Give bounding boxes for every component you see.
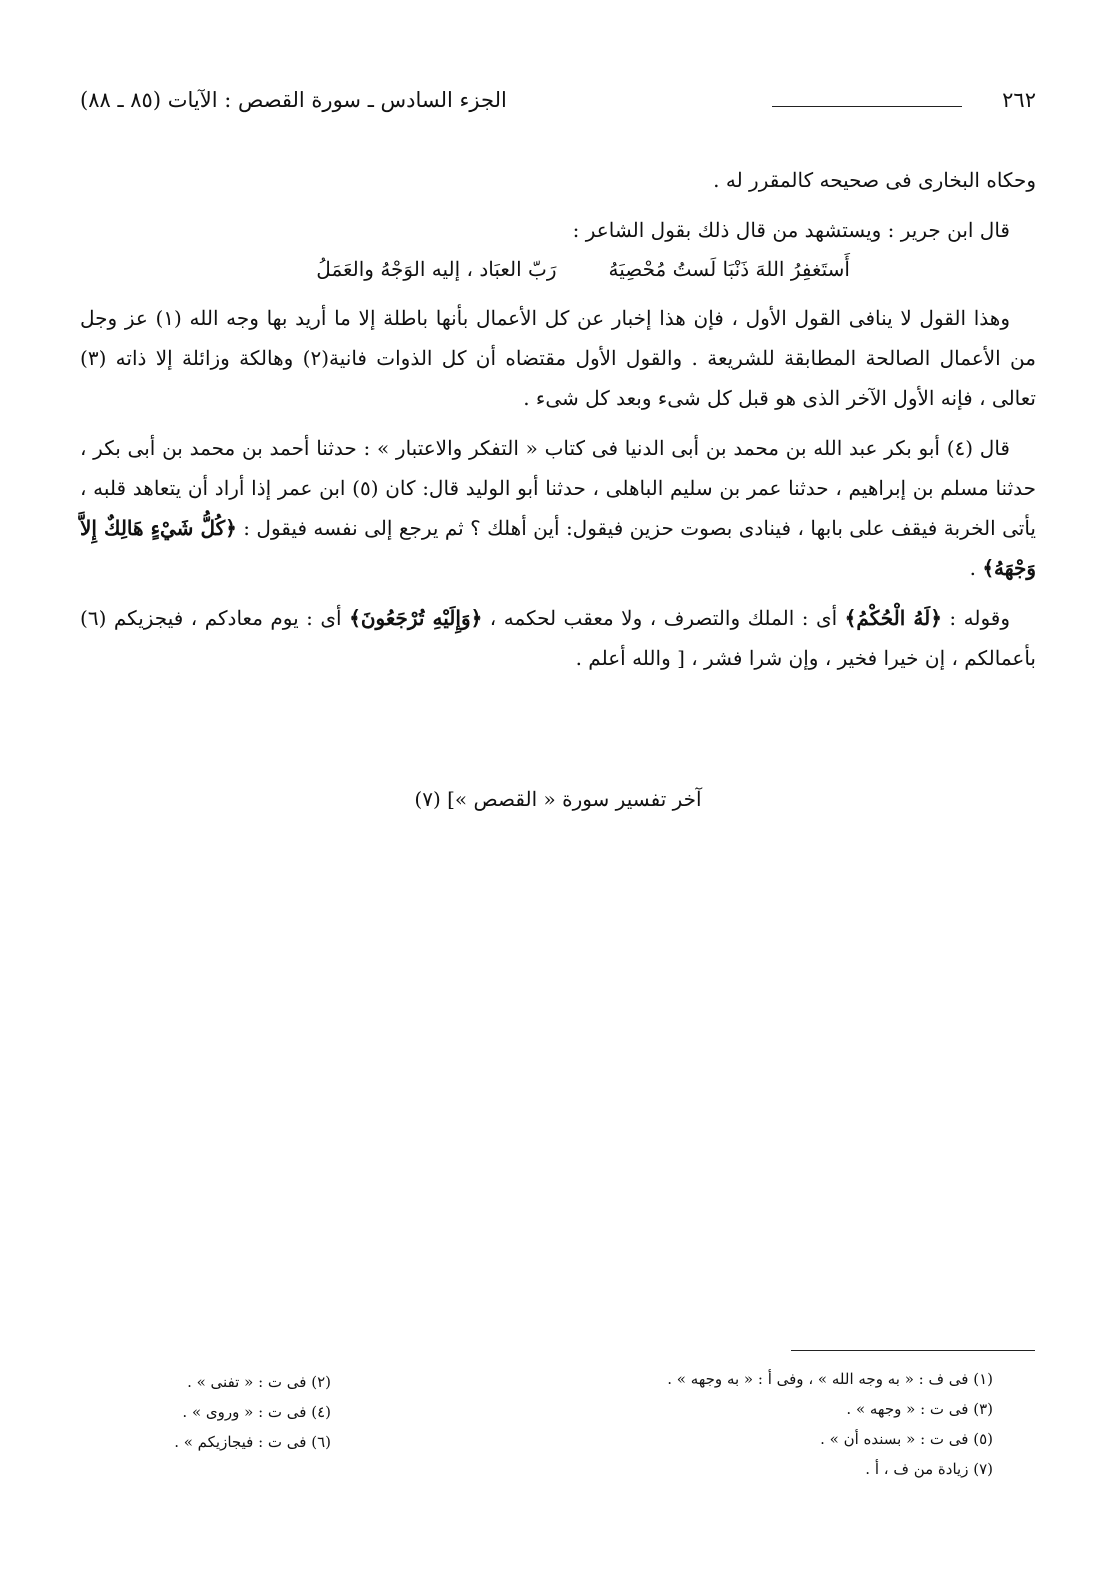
paragraph-5-b: أى : الملك والتصرف ، ولا معقب لحكمه ،	[482, 606, 845, 630]
header-title: الجزء السادس ـ سورة القصص : الآيات (٨٥ ـ ٨٨)	[80, 88, 507, 112]
paragraph-5-a: وقوله :	[941, 606, 1011, 630]
poetry-verse	[80, 250, 850, 288]
paragraph-1: وحكاه البخارى فى صحيحه كالمقرر له .	[713, 168, 1036, 192]
verse-second-hemistich: رَبّ العبَاد ، إليه الوَجْهُ والعَمَلُ	[316, 257, 557, 281]
footnote-rule	[791, 1350, 1035, 1351]
paragraph-4	[80, 428, 1036, 588]
paragraph-5	[80, 598, 1036, 678]
page-number: ٢٦٢	[1002, 88, 1036, 112]
footnote-2: (٢) فى ت : « تفنى » .	[187, 1373, 331, 1391]
footnote-1: (١) فى ف : « به وجه الله » ، وفى أ : « به وجهه » .	[667, 1370, 993, 1388]
paragraph-3: وهذا القول لا ينافى القول الأول ، فإن هذا إخبار عن كل الأعمال بأنها باطلة إلا ما أريد بها وجه الله (١) عز وجل من الأعمال الصالحة المطابقة للشريعة . والقول الأول مقتضاه أن كل الذوات فانية(٢) وهالكة وزائلة إلا ذاته (٣) تعالى ، فإنه الأول الآخر الذى هو قبل كل شىء وبعد كل شىء .	[80, 306, 1036, 410]
paragraph-4-text: قال (٤) أبو بكر عبد الله بن محمد بن أبى الدنيا فى كتاب « التفكر والاعتبار » : حدثنا أحمد بن محمد بن أبى بكر ، حدثنا مسلم بن إبراهيم ، حدثنا عمر بن سليم الباهلى ، حدثنا أبو الوليد قال: كان (٥) ابن عمر إذا أراد أن يتعاهد قلبه ، يأتى الخربة فيقف على بابها ، فينادى بصوت حزين فيقول: أين أهلك ؟ ثم يرجع إلى نفسه فيقول :	[80, 436, 1036, 540]
running-header	[80, 84, 1036, 124]
quran-quote-3: ﴿وَإِلَيْهِ تُرْجَعُونَ﴾	[349, 606, 483, 630]
surah-end-note: آخر تفسير سورة « القصص »] (٧)	[414, 787, 702, 811]
quran-quote-1: ﴿كُلُّ شَيْءٍ هَالِكٌ إِلاَّ وَجْهَهُ﴾	[80, 516, 1036, 580]
quran-quote-2: ﴿لَهُ الْحُكْمُ﴾	[844, 606, 942, 630]
footnote-5: (٥) فى ت : « بسنده أن » .	[820, 1430, 993, 1448]
verse-first-hemistich: أَستَغفِرُ اللهَ ذَنْبَا لَستُ مُحْصِيَهُ	[608, 257, 850, 281]
footnote-3: (٣) فى ت : « وجهه » .	[846, 1400, 993, 1418]
paragraph-4-end: .	[969, 556, 983, 580]
main-text	[80, 160, 1036, 678]
footnote-7: (٧) زيادة من ف ، أ .	[865, 1460, 993, 1478]
footnote-4: (٤) فى ت : « وروى » .	[182, 1403, 331, 1421]
paragraph-5-c: أى : يوم معادكم ، فيجزيكم (٦) بأعمالكم ، إن خيرا فخير ، وإن شرا فشر ، [ والله أعلم .	[80, 606, 1036, 670]
paragraph-2: قال ابن جرير : ويستشهد من قال ذلك بقول الشاعر :	[572, 218, 1010, 242]
footnote-6: (٦) فى ت : فيجازيكم » .	[174, 1433, 331, 1451]
header-rule	[772, 106, 962, 107]
